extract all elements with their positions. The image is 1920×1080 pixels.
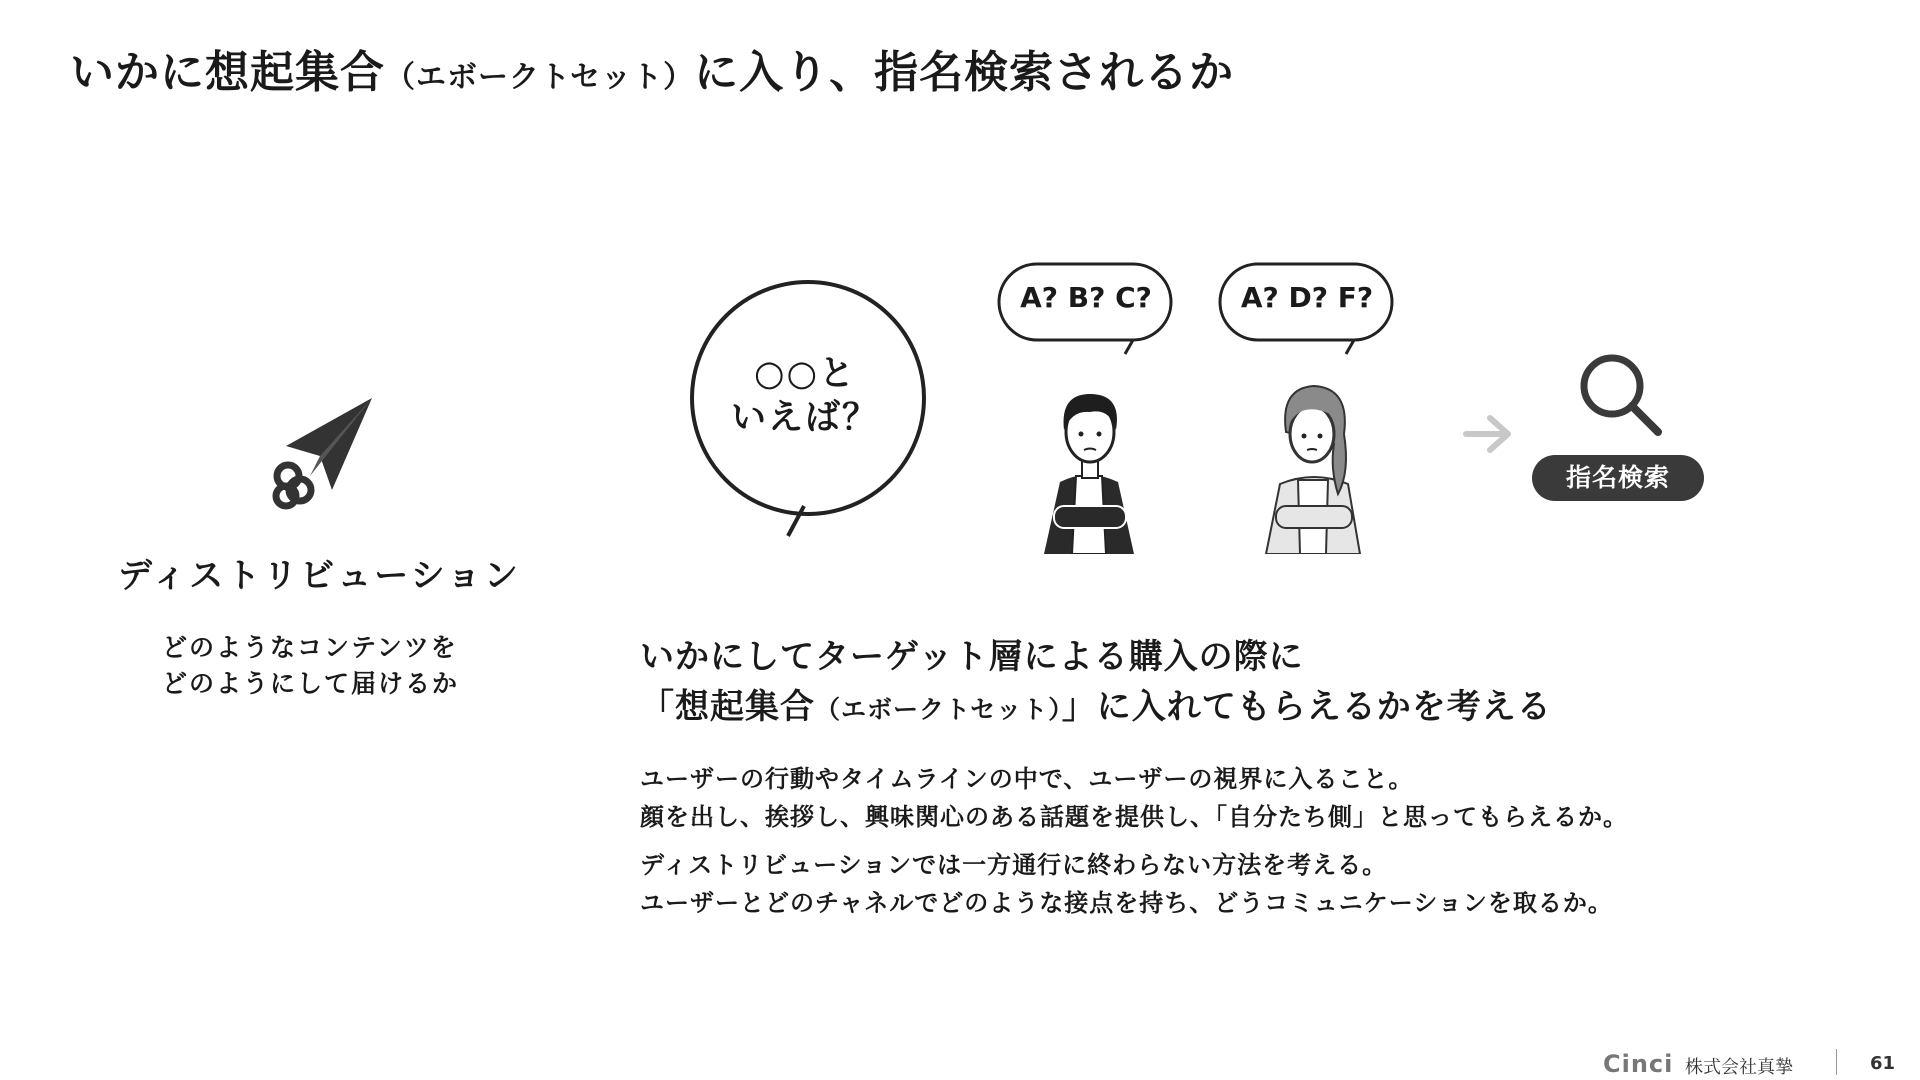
thought-line-2: いえば？ [730,398,879,438]
desc-line-1: どのようなコンテンツを [162,633,458,662]
title-rest: に入り、指名検索されるか [694,47,1235,98]
speech-text-woman: A? D? F? [1240,281,1374,314]
distribution-description [162,630,459,702]
heading-line-2 [640,682,1552,735]
company-name: 株式会社真摯 [1685,1057,1793,1078]
body-p2-line-1: ディストリビューションでは一方通行に終わらない方法を考える。 [640,851,1388,879]
body-paragraph-2 [640,846,1613,922]
section-heading [640,632,1552,735]
heading-line-2b: 」に入れてもらえるかを考える [1061,687,1552,727]
heading-line-1: いかにしてターゲット層による購入の際に [640,637,1304,677]
body-paragraph-1 [640,760,1628,836]
page-title [70,36,1234,100]
body-p1-line-2: 顔を出し、挨拶し、興味関心のある話題を提供し、「自分たち側」と思ってもらえるか。 [640,803,1628,831]
heading-line-2a: 「想起集合 [640,687,815,727]
page-number: 61 [1870,1053,1896,1074]
title-paren: （エボークトセット） [385,60,695,95]
woman-illustration [1254,372,1372,554]
body-p2-line-2: ユーザーとどのチャネルでどのような接点を持ち、どうコミュニケーションを取るか。 [640,889,1613,917]
search-icon [1576,350,1666,440]
distribution-label: ディストリビューション [118,556,521,596]
speech-text-man: A? B? C? [1020,281,1152,314]
title-main: いかに想起集合 [70,47,385,98]
thought-line-1: ○○と [753,354,857,394]
footer-divider [1836,1049,1837,1075]
thought-bubble-text [690,352,920,440]
desc-line-2: どのようにして届けるか [162,669,460,698]
arrow-right-icon [1462,412,1514,456]
paper-plane-icon [262,396,374,514]
company-logo: Cinci [1603,1050,1674,1078]
heading-paren: （エボークトセット） [815,695,1062,724]
body-p1-line-1: ユーザーの行動やタイムラインの中で、ユーザーの視界に入ること。 [640,765,1414,793]
named-search-badge: 指名検索 [1532,455,1704,501]
man-illustration [1030,372,1148,554]
